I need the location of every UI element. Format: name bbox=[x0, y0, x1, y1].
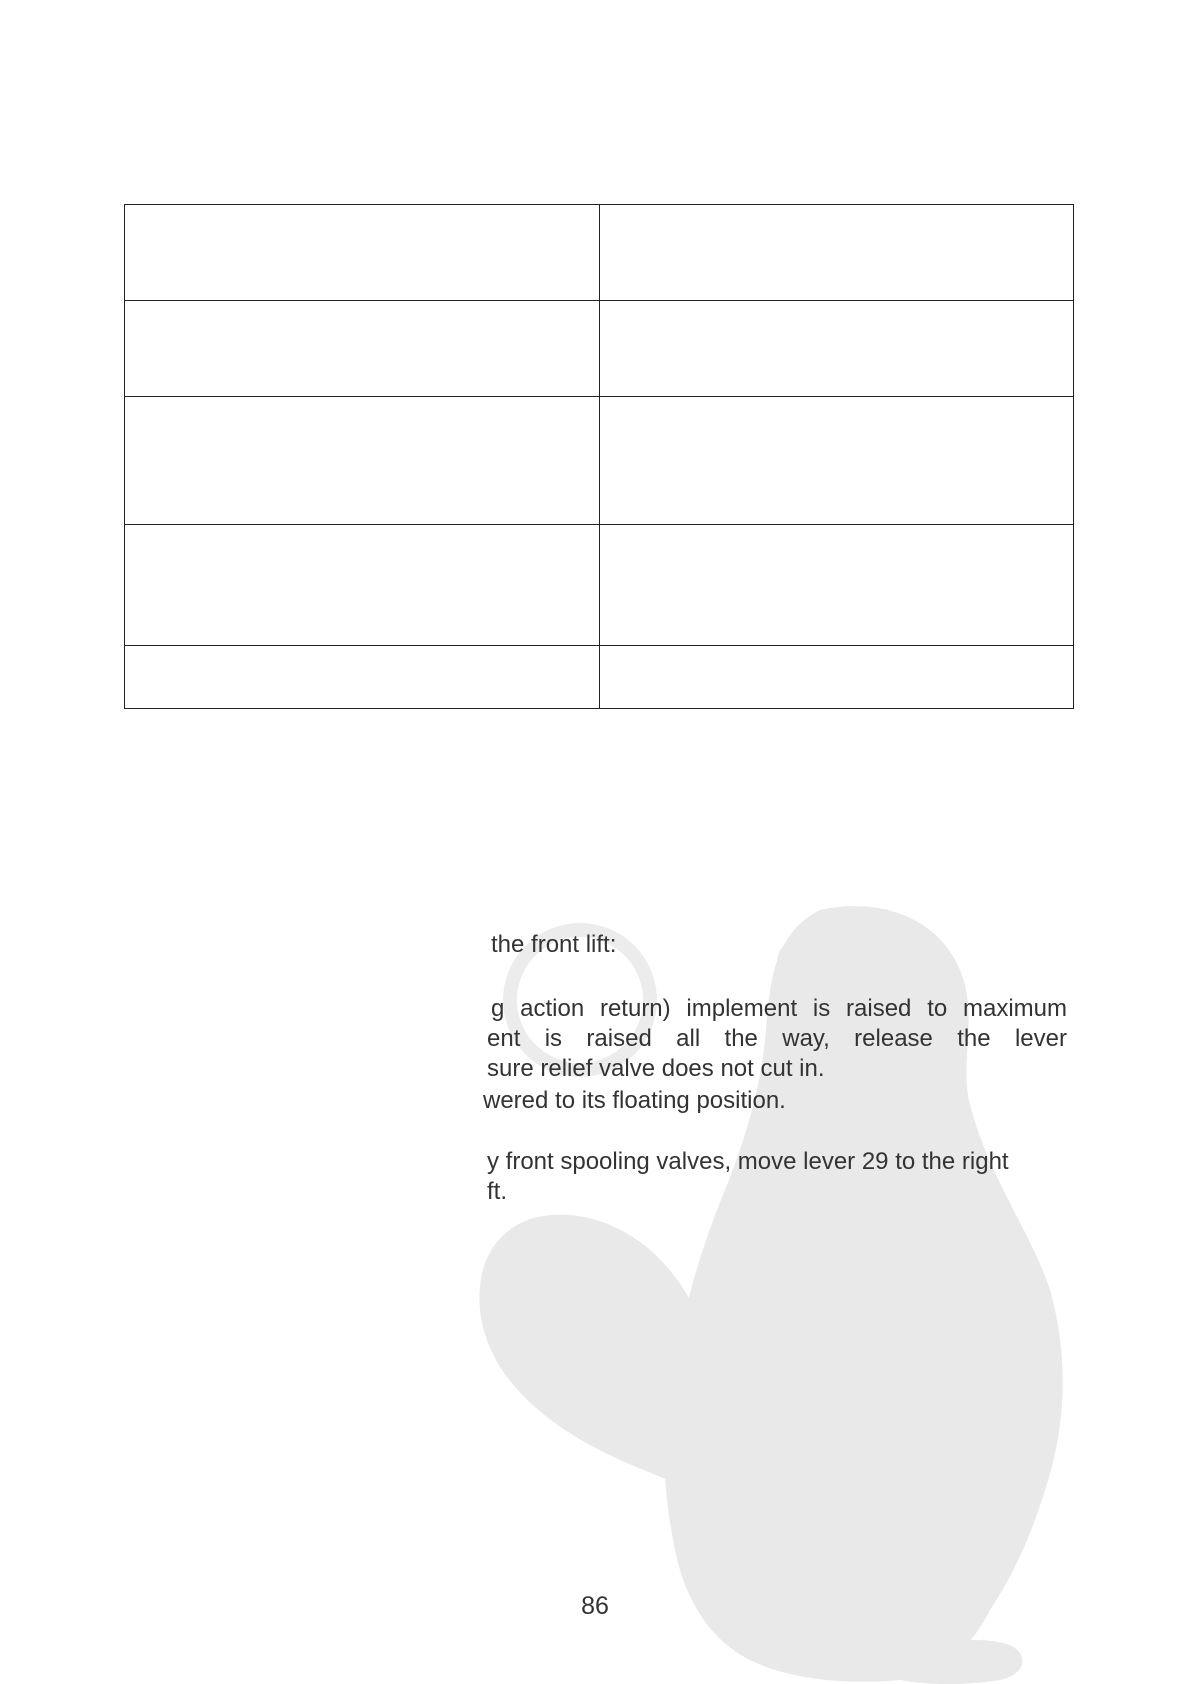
table-cell bbox=[599, 205, 1074, 301]
table-row bbox=[125, 397, 1074, 525]
body-text-line: ent is raised all the way, release the lever bbox=[487, 1025, 1067, 1052]
table-cell bbox=[125, 301, 600, 397]
table-cell bbox=[125, 397, 600, 525]
table-row bbox=[125, 205, 1074, 301]
table-cell bbox=[599, 397, 1074, 525]
table-row bbox=[125, 646, 1074, 709]
table-cell bbox=[599, 301, 1074, 397]
body-text-line: g action return) implement is raised to maximum bbox=[491, 995, 1067, 1022]
body-text-line: wered to its floating position. bbox=[483, 1087, 786, 1114]
table-row bbox=[125, 301, 1074, 397]
table-cell bbox=[125, 205, 600, 301]
table-cell bbox=[599, 646, 1074, 709]
table-cell bbox=[125, 646, 600, 709]
body-text-line: sure relief valve does not cut in. bbox=[487, 1055, 825, 1082]
page-number: 86 bbox=[581, 1592, 609, 1620]
table-cell bbox=[125, 525, 600, 646]
body-text-line: y front spooling valves, move lever 29 to the right bbox=[487, 1148, 1009, 1175]
table-cell bbox=[599, 525, 1074, 646]
body-text-line: ft. bbox=[487, 1178, 508, 1205]
body-text-line: the front lift: bbox=[491, 931, 617, 958]
table-row bbox=[125, 525, 1074, 646]
spec-table bbox=[124, 204, 1074, 709]
